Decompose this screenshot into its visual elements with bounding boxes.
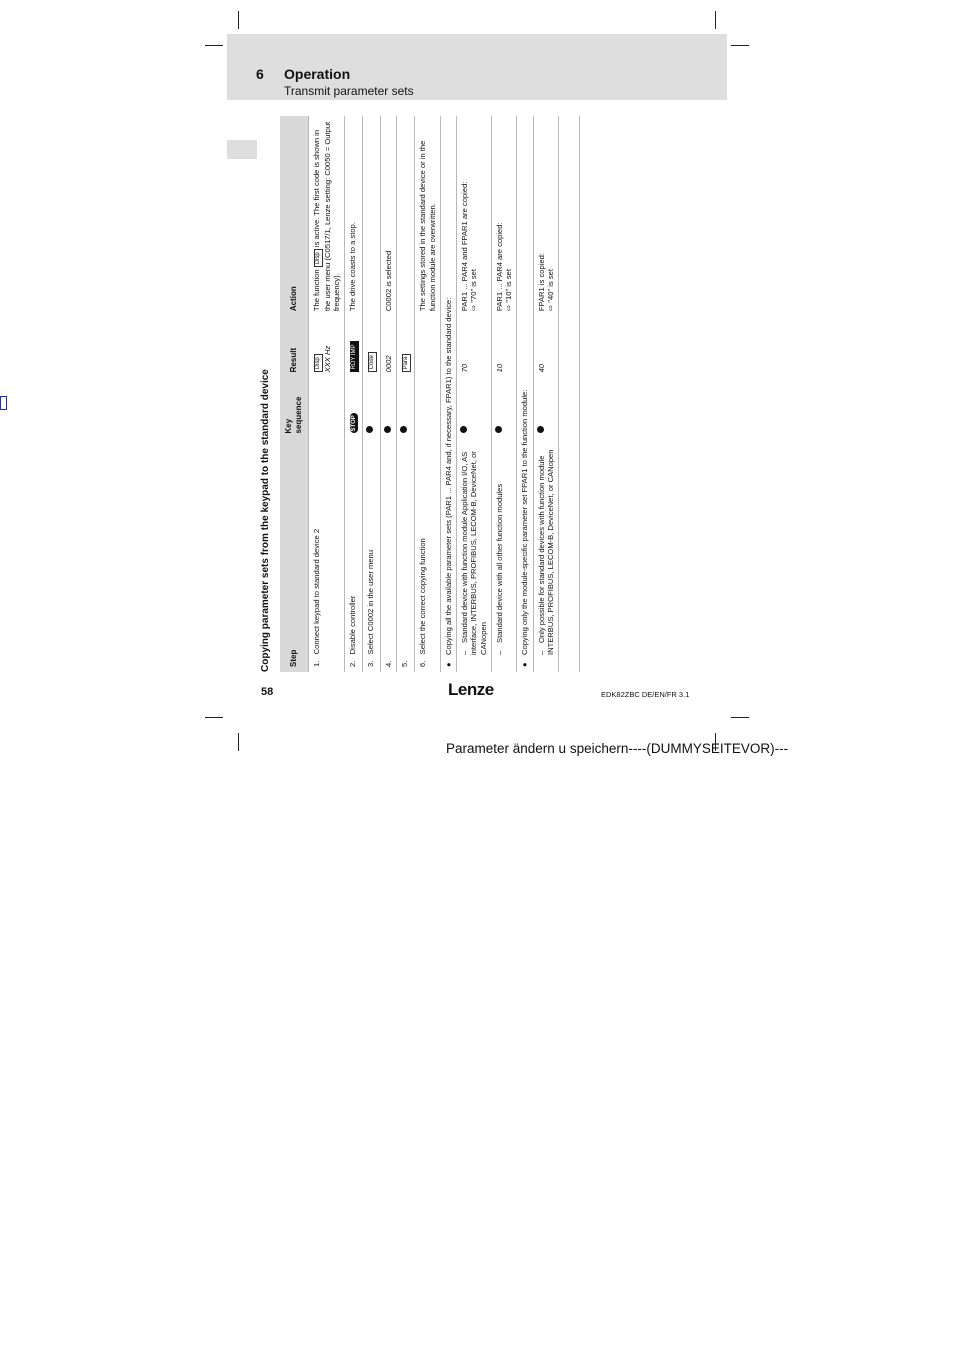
col-header-step: Step xyxy=(280,438,308,672)
action-text: ⇨ "40" is set xyxy=(545,269,555,312)
footer-note: Parameter ändern u speichern----(DUMMYSEITEVOR)--- xyxy=(446,741,789,756)
step-text: Select C0002 in the user menu xyxy=(366,550,375,655)
step-cell xyxy=(415,438,441,672)
action-text: PAR1 ... PAR4 are copied: xyxy=(494,222,504,312)
step-number: 4. xyxy=(384,660,393,667)
crop-mark xyxy=(205,717,223,718)
crop-mark xyxy=(731,717,749,718)
crop-mark xyxy=(238,11,239,29)
step-number: 2. xyxy=(348,660,357,667)
right-key-icon xyxy=(460,426,467,433)
action-cell: The drive coasts to a stop. xyxy=(345,116,363,316)
result-cell xyxy=(308,316,345,377)
stop-key-icon: STOP xyxy=(351,415,357,432)
document-id: EDK82ZBC DE/EN/FR 3.1 xyxy=(601,690,690,699)
step-cell xyxy=(533,438,559,672)
bullet: ● xyxy=(443,662,453,667)
right-key-icon xyxy=(384,426,391,433)
step-number: 6. xyxy=(418,660,428,667)
display-icon: Disp xyxy=(314,249,323,267)
step-text: Standard device with all other function modules xyxy=(494,483,504,643)
action-text: The function xyxy=(311,269,321,312)
rotated-content xyxy=(258,116,634,672)
table-row xyxy=(345,116,363,672)
action-cell xyxy=(533,116,559,316)
key-cell xyxy=(491,377,517,438)
action-cell xyxy=(457,116,492,316)
key-cell xyxy=(397,377,415,438)
section-cell xyxy=(440,116,456,672)
up-key-icon xyxy=(366,426,373,433)
table-row xyxy=(415,116,441,672)
table-row xyxy=(533,116,559,672)
rotated-table-area xyxy=(258,116,634,672)
action-text: is active. The first code is shown in the user menu (C0517/1, Lenze setting: C0050 = Output frequency). xyxy=(311,121,341,312)
action-cell: The settings stored in the standard device or in the function module are overwritten. xyxy=(415,116,441,316)
result-cell xyxy=(381,316,397,377)
action-cell xyxy=(397,116,415,316)
step-number: 3. xyxy=(366,660,375,667)
step-text: Select the correct copying function xyxy=(418,538,428,655)
result-cell xyxy=(397,316,415,377)
table-row xyxy=(381,116,397,672)
step-text: Standard device with function module Application I/O, AS interface, INTERBUS, PROFIBUS, LECOM-B, DeviceNet, or CANopen xyxy=(460,451,488,655)
section-text: Copying only the module-specific parameter set FPAR1 to the function module: xyxy=(520,389,530,655)
col-header-result: Result xyxy=(280,316,308,377)
key-cell xyxy=(457,377,492,438)
chapter-subtitle: Transmit parameter sets xyxy=(284,84,414,98)
result-cell xyxy=(345,316,363,377)
procedure-table xyxy=(280,116,580,672)
up-key-icon xyxy=(400,426,407,433)
step-cell xyxy=(345,438,363,672)
table-row xyxy=(397,116,415,672)
step-cell xyxy=(457,438,492,672)
display-icon: Para xyxy=(402,354,411,373)
section-row xyxy=(517,116,533,672)
table-row xyxy=(457,116,492,672)
action-text: ⇨ "10" is set xyxy=(504,269,513,312)
action-cell xyxy=(559,116,580,316)
dash: – xyxy=(460,650,469,655)
key-cell xyxy=(381,377,397,438)
result-cell xyxy=(491,316,517,377)
table-header-row xyxy=(280,116,308,672)
display-icon: Code xyxy=(368,352,377,372)
step-cell xyxy=(559,438,580,672)
result-text: 0002 xyxy=(384,355,393,373)
step-text: Only possible for standard devices with function module INTERBUS, PROFIBUS, LECOM-B, DeviceNet, or CANopen xyxy=(536,449,555,655)
table-row xyxy=(491,116,517,672)
step-cell xyxy=(381,438,397,672)
action-text: FPAR1 is copied: xyxy=(536,253,546,312)
key-cell xyxy=(415,377,441,438)
result-text: XXX Hz xyxy=(322,345,332,373)
section-cell xyxy=(517,116,533,672)
right-key-icon xyxy=(537,426,544,433)
key-cell xyxy=(308,377,345,438)
display-icon: Disp xyxy=(314,354,323,372)
crop-mark xyxy=(238,733,239,751)
result-text: 40 xyxy=(536,363,546,373)
action-text: PAR1 ... PAR4 and FPAR1 are copied: xyxy=(460,181,469,312)
chapter-title: Operation xyxy=(284,66,351,82)
table-title: Copying parameter sets from the keypad to the standard device xyxy=(260,369,271,672)
chapter-tab-marker xyxy=(227,140,257,159)
page-number: 58 xyxy=(261,686,274,698)
crop-mark xyxy=(731,45,749,46)
col-header-key: Key sequence xyxy=(280,377,308,438)
step-text: Disable controller xyxy=(348,595,357,655)
section-text: Copying all the available parameter sets (PAR1 ... PAR4 and, if necessary, FPAR1) to the standard device: xyxy=(443,297,453,655)
key-cell xyxy=(559,377,580,438)
table-row xyxy=(559,116,580,672)
crop-mark xyxy=(715,11,716,29)
table-row xyxy=(308,116,345,672)
dash: – xyxy=(536,650,546,655)
right-key-icon xyxy=(495,426,502,433)
result-cell xyxy=(457,316,492,377)
result-cell xyxy=(533,316,559,377)
action-cell xyxy=(491,116,517,316)
step-cell xyxy=(363,438,381,672)
table-row xyxy=(363,116,381,672)
display-icon: RDY IMP xyxy=(350,341,359,372)
result-cell xyxy=(559,316,580,377)
section-row xyxy=(440,116,456,672)
bullet: ● xyxy=(520,662,530,667)
action-cell xyxy=(363,116,381,316)
result-cell xyxy=(415,316,441,377)
crop-mark xyxy=(205,45,223,46)
brand-logo: Lenze xyxy=(448,680,494,699)
step-cell xyxy=(397,438,415,672)
step-text: Connect keypad to standard device 2 xyxy=(311,528,321,655)
key-cell xyxy=(533,377,559,438)
action-cell: C0002 is selected xyxy=(381,116,397,316)
chapter-number: 6 xyxy=(256,66,264,82)
col-header-action: Action xyxy=(280,116,308,316)
dash: – xyxy=(494,650,504,655)
result-text: 70 xyxy=(460,363,469,373)
step-number: 1. xyxy=(311,660,321,667)
key-cell xyxy=(345,377,363,438)
step-number: 5. xyxy=(400,660,410,667)
margin-marker xyxy=(0,396,7,410)
key-cell xyxy=(363,377,381,438)
step-cell xyxy=(491,438,517,672)
result-text: 10 xyxy=(494,363,504,373)
result-cell xyxy=(363,316,381,377)
action-cell xyxy=(308,116,345,316)
action-text: ⇨ "70" is set xyxy=(469,269,479,312)
step-cell xyxy=(308,438,345,672)
